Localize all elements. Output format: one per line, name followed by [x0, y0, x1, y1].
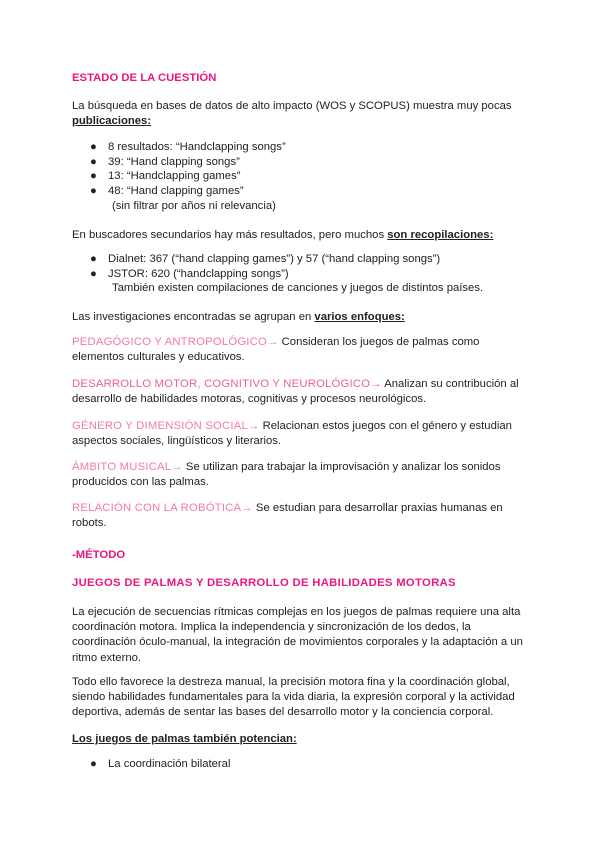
approach-title: GÉNERO Y DIMENSIÓN SOCIAL: [72, 420, 248, 432]
approach-robotica: [72, 501, 530, 531]
secondary-intro-emphasis: son recopilaciones:: [387, 229, 494, 241]
results-note: (sin filtrar por años ni relevancia): [112, 200, 276, 212]
bullet-icon: ●: [90, 185, 97, 197]
arrow-icon: →: [171, 461, 183, 473]
secondary-note: También existen compilaciones de canciones y juegos de distintos países.: [112, 282, 484, 294]
bullet-icon: ●: [90, 141, 97, 153]
arrow-icon: →: [267, 336, 279, 348]
bullet-icon: ●: [90, 268, 97, 280]
approach-title: PEDAGÓGICO Y ANTROPOLÓGICO: [72, 336, 267, 348]
metodo-paragraph-1: La ejecución de secuencias rítmicas complejas en los juegos de palmas requiere una alta coordinación motora. Implica la independencia y sincronización de los dedos, la coordinación óculo-manual, la integración de movimientos corporales y la adaptación a un ritmo externo.: [72, 606, 523, 664]
approach-pedagogico: [72, 335, 530, 365]
approach-genero: [72, 419, 530, 449]
approach-desc: Relacionan estos juegos con el género y estudian aspectos sociales, lingüísticos y literarios.: [72, 420, 512, 447]
approach-title: RELACIÓN CON LA ROBÓTICA: [72, 502, 242, 514]
subsection-heading: JUEGOS DE PALMAS Y DESARROLLO DE HABILIDADES MOTORAS: [72, 577, 456, 589]
section-heading-estado: ESTADO DE LA CUESTIÓN: [72, 72, 217, 84]
arrow-icon: →: [370, 378, 382, 390]
potencian-heading: Los juegos de palmas también potencian:: [72, 733, 297, 745]
approach-desarrollo: [72, 377, 530, 407]
bullet-icon: ●: [90, 758, 97, 770]
arrow-icon: →: [247, 420, 260, 432]
approach-title: ÁMBITO MUSICAL: [72, 461, 172, 473]
estado-intro: [72, 99, 530, 129]
approaches-intro-emphasis: varios enfoques:: [314, 311, 405, 323]
document-page: ESTADO DE LA CUESTIÓN La búsqueda en bases de datos de alto impacto (WOS y SCOPUS) muestra muy pocas publicaciones: ● 8 resultados: “Handclapping songs” ● 39: “Hand clapping songs” ● 13: “Handclapping games” ● 48: “Hand clapping games” (sin filtrar por años ni relevancia) En buscadores secundarios hay más resultados, pero muchos son recopilaciones: ● Dialnet: 367 (“hand clapping games”) y 57 (“hand clapping songs”) ● JSTOR: 620 (“handclapping songs”) También existen compilaciones de canciones y juegos de distintos países. Las investigaciones encontradas se agrupan en varios enfoques: PEDAGÓGICO Y ANTROPOLÓGICO→ Consideran los juegos de palmas como elementos culturales y educativos. DESARROLLO MOTOR, COGNITIVO Y NEUROLÓGICO→ Analizan su contribución al desarrollo de habilidades motoras, cognitivas y procesos neurológicos. GÉNERO Y DIMENSIÓN SOCIAL→ Relacionan estos juegos con el género y estudian aspectos sociales, lingüísticos y literarios. ÁMBITO MUSICAL→ Se utilizan para trabajar la improvisación y analizar los sonidos producidos con las palmas. RELACIÓN CON LA ROBÓTICA→ Se estudian para desarrollar praxias humanas en robots. -MÉTODO JUEGOS DE PALMAS Y DESARROLLO DE HABILIDADES MOTORAS La ejecución de secuencias rítmicas complejas en los juegos de palmas requiere una alta coordinación motora. Implica la independencia y sincronización de los dedos, la coordinación óculo-manual, la integración de movimientos corporales y la adaptación a un ritmo externo. Todo ello favorece la destreza manual, la precisión motora fina y la coordinación global, siendo habilidades fundamentales para la vida diaria, la expresión corporal y la actividad deportiva, además de sentar las bases del desarrollo motor y la conciencia corporal. Los juegos de palmas también potencian: ● La coordinación bilateral: [0, 0, 600, 848]
bullet-icon: ●: [90, 253, 97, 265]
approach-musical: [72, 460, 530, 490]
estado-intro-emphasis: publicaciones:: [72, 115, 152, 127]
secondary-intro: [72, 228, 530, 243]
approach-desc: Consideran los juegos de palmas como elementos culturales y educativos.: [72, 336, 480, 363]
approach-desc: Se utilizan para trabajar la improvisación y analizar los sonidos producidos con las palmas.: [72, 461, 501, 488]
approaches-intro-text: Las investigaciones encontradas se agrupan en: [72, 311, 312, 323]
bullet-icon: ●: [90, 170, 97, 182]
arrow-icon: →: [241, 502, 253, 514]
approach-desc: Se estudian para desarrollar praxias humanas en robots.: [72, 502, 503, 529]
bullet-icon: ●: [90, 156, 97, 168]
approach-desc: Analizan su contribución al desarrollo de habilidades motoras, cognitivas y procesos neurológicos.: [72, 378, 519, 405]
estado-intro-text: La búsqueda en bases de datos de alto impacto (WOS y SCOPUS) muestra muy pocas: [72, 100, 512, 112]
approach-title: DESARROLLO MOTOR, COGNITIVO Y NEUROLÓGICO: [72, 378, 371, 390]
section-heading-metodo: -MÉTODO: [72, 549, 126, 561]
secondary-intro-text: En buscadores secundarios hay más resultados, pero muchos: [72, 229, 385, 241]
approaches-intro: [72, 310, 530, 325]
metodo-paragraph-2: Todo ello favorece la destreza manual, la precisión motora fina y la coordinación global, siendo habilidades fundamentales para la vida diaria, la expresión corporal y la actividad deportiva, además de sentar las bases del desarrollo motor y la conciencia corporal.: [72, 676, 515, 719]
